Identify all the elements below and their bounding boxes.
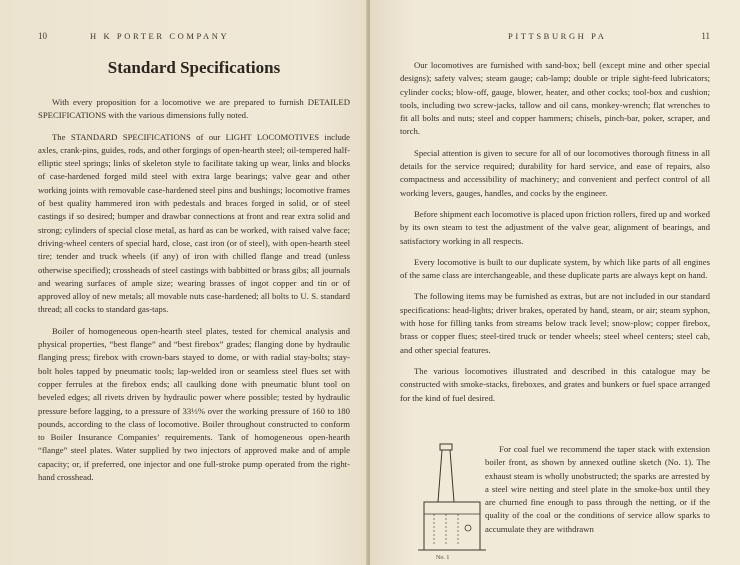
paragraph: Our locomotives are furnished with sand-box; bell (except mine and other special designs); safety valves; steam gauge; cab-lamp; double or triple sight-feed lubricators; cylinder cocks; blow-off, gauge, blower, heater, and other cocks; tool-box and cushion; tools, including two screw-jacks, tallow and oil cans, monkey-wrench; flat wrenches to fit all bolts and nuts; steel and copper hammers; chisels, pinch-bar, poker, scraper, and torch. [400,60,710,137]
paragraph: Special attention is given to secure for all of our locomotives thorough fitness in all details for the service required; durability for hard service, and ease of repairs, also compactness and accessibility of machinery; and convenient and perfect control of all working levers, gauges, handles, and cocks by the engineer. [400,147,710,198]
figure-paragraph [485,443,710,536]
paragraph: The STANDARD SPECIFICATIONS of our LIGHT LOCOMOTIVES include axles, crank-pins, guides, rods, and other forgings of open-hearth steel; oil-tempered half-elliptic steel springs; links of skeleton style to facilitate taking up wear, links and blocks of case-hardened forged mild steel with extra large bearings; valve gear and other working joints with removable case-hardened steel pins and bushings; locomotive frames of best quality hammered iron with pedestals and braces forged in solid, or of steel castings if so desired; bumper and drawbar connections at front and rear extra solid and strong; cylinders of special close metal, as hard as can be worked, with raised valve face; driving-wheel centers of special hard, close, cast iron (or of steel), with open-hearth steel tire; tender and truck wheels (if any) of iron with chilled flange and tread (unless otherwise specified); crossheads of steel castings with babbitted or brass gibs; all journals and wearing surfaces of ample size; wearing brasses of ingot copper and tin or of approved alloy of new metals; all movable nuts case-hardened; all bolts to U. S. standard thread; all cocks to standard gas-taps. [38,131,350,315]
page-number-left: 10 [38,31,47,41]
page-title: Standard Specifications [107,58,281,77]
running-head-left: H K PORTER COMPANY [90,31,230,41]
paragraph: For coal fuel we recommend the taper stack with extension boiler front, as shown by annexed outline sketch (No. 1). The exhaust steam is wholly unobstructed; the sparks are arrested by a steel wire netting and steel plate in the smoke-box until they are churned fine enough to pass through the netting, or if the quality of the coal or the conditions of service allow sparks to accumulate they are withdrawn [485,444,710,534]
paragraph: Every locomotive is built to our duplicate system, by which like parts of all engines of the same class are interchangeable, and these duplicate parts are always kept on hand. [400,256,710,281]
paragraph: Before shipment each locomotive is placed upon friction rollers, fired up and worked by its own steam to test the adjustment of the valve gear, alignment of bearings, and satisfactory working in all respects. [400,208,711,246]
paragraph: The following items may be furnished as extras, but are not included in our standard specifications: head-lights; driver brakes, operated by hand, steam, or air; steam syphon, with hose for filling tanks from streams below track level; snow-plow; copper firebox, brass or copper flues; steel-tired truck or tender wheels; steel wheel centers; steel cab, and other special features. [400,291,710,355]
figure-section [400,440,710,565]
paragraph: Boiler of homogeneous open-hearth steel plates, tested for chemical analysis and physical properties, “best flange” and “best firebox” grades; flanging done by hydraulic flanging press; firebox with crown-bars stayed to dome, or with radial stay-bolts; stay-bolt holes tapped by pneumatic tools; lap-welded iron or seamless steel flues set with copper ferrules at the firebox ends; all caulking done with pneumatic blunt tool on beveled edges; all rivets driven by hydraulic power where possible; tested by hydraulic pressure before lagging, to a pressure of 33⅓% over the working pressure of 160 to 180 pounds, according to the class of locomotive. Boiler throughout constructed to conform to Boiler Insurance Companies’ requirements. Tank of homogeneous open-hearth “flange” steel plates. Water supplied by two injectors of approved make and of ample capacity; or, if preferred, one injector and one full-stroke pump operated from the right-hand crosshead. [38,325,350,483]
smoke-stack-sketch [412,440,492,565]
left-body-text [38,96,350,492]
right-body-text [400,59,710,413]
page-number-right: 11 [701,31,710,41]
paragraph: The various locomotives illustrated and described in this catalogue may be constructed with smoke-stacks, fireboxes, and grates and bunkers or fuel space arranged for the kind of fuel desired. [400,365,710,403]
figure-caption: No. 1 [436,555,450,561]
paragraph: With every proposition for a locomotive we are prepared to furnish DETAILED SPECIFICATIONS with the various dimensions fully noted. [38,97,350,121]
running-head-right: PITTSBURGH PA [508,31,607,41]
